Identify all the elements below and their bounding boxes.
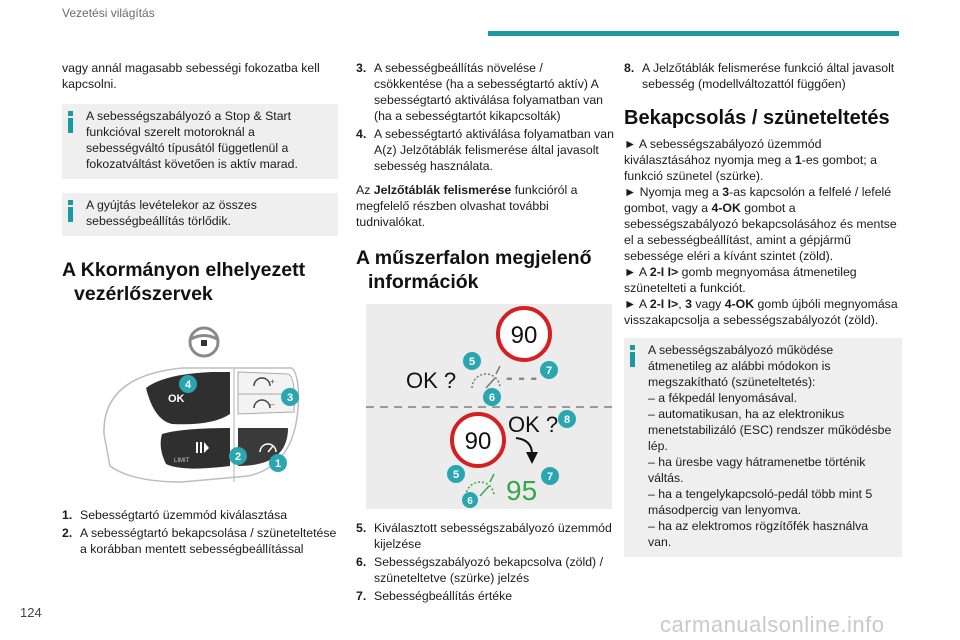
list-number: 8. — [624, 61, 635, 75]
list-text: Sebességbeállítás értéke — [374, 589, 513, 603]
heading-line: Bekapcsolás / szüneteltetés — [624, 107, 890, 129]
svg-text:6: 6 — [467, 496, 473, 507]
step-text: gomb újbóli megnyomása visszakapcsolja a sebességszabályozót (zöld). — [624, 297, 898, 327]
svg-text:5: 5 — [452, 469, 460, 481]
info-note-3 — [624, 338, 902, 557]
badge-2 — [229, 447, 247, 465]
speed-dashes: - - - — [506, 367, 538, 389]
header-rule — [488, 31, 899, 36]
badge-6-bottom-label — [462, 492, 478, 508]
info-note-2-text: A gyújtás levételekor az összes sebességbeállítás törlődik. — [86, 198, 257, 228]
list-text: A sebességtartó bekapcsolása / szüneteltetése a korábban mentett sebességbeállítással — [80, 526, 337, 556]
list-item — [356, 126, 614, 174]
speed-limit-sign-top — [498, 308, 550, 360]
steering-controls-illustration — [62, 316, 338, 501]
heading-line: vezérlőszervek — [74, 283, 213, 305]
step-bold: 3 — [722, 185, 730, 199]
speed-limit-sign-bottom — [452, 414, 504, 466]
info-note-1 — [62, 104, 338, 179]
list-number: 2. — [62, 526, 73, 540]
step-text: -es gombot; a funkció szünetel (szürke). — [624, 153, 877, 183]
step-text: gomb megnyomása átmenetileg szünetelteti a funkciót. — [624, 265, 857, 295]
step-text: ► Nyomja meg a — [624, 185, 723, 199]
reference-paragraph — [356, 182, 614, 230]
list-text: A Jelzőtáblák felismerése funkció által javasolt sebesség (modellváltozattól függően) — [642, 61, 895, 91]
svg-text:4: 4 — [184, 379, 192, 391]
header-title: Vezetési világítás — [62, 6, 155, 20]
column-1 — [62, 60, 338, 559]
note-item: – ha az elektromos rögzítőfék használva van. — [648, 519, 869, 549]
badge-8 — [558, 410, 576, 428]
info-note-2 — [62, 193, 338, 236]
info-icon — [68, 200, 73, 222]
svg-text:7: 7 — [546, 471, 554, 483]
list-item — [356, 520, 614, 552]
step-1 — [624, 136, 902, 184]
heading-line: A Kkormányon elhelyezett — [62, 259, 306, 281]
list-number: 7. — [356, 589, 367, 603]
svg-text:1: 1 — [274, 458, 282, 470]
list-number: 6. — [356, 555, 367, 569]
note-item: – a fékpedál lenyomásával. — [648, 391, 798, 405]
step-text: vagy — [691, 297, 725, 311]
step-text: gombot a sebességszabályozó bekapcsolásához és mentse el a sebességbeállítást, amint a gépjármű sebessége eléri a kívánt szintet (zöld). — [624, 201, 897, 263]
step-text: -as kapcsolón a felfelé / lefelé gombot, vagy a — [624, 185, 892, 215]
svg-text:5: 5 — [468, 356, 476, 368]
step-4 — [624, 296, 902, 328]
list-item — [62, 507, 338, 523]
badge-5-top — [463, 352, 481, 370]
list-text: A sebességbeállítás növelése / csökkentése (ha a sebességtartó aktív) A sebességtartó aktiválása folyamatban van (ha a sebességtartót kikapcsolták) — [374, 61, 603, 123]
svg-text:+: + — [270, 377, 275, 386]
set-speed-value: 95 — [506, 475, 538, 506]
badge-5-bottom — [447, 465, 465, 483]
heading-line: információk — [368, 271, 479, 293]
reference-text-bold: Jelzőtáblák felismerése — [373, 183, 512, 197]
list-item — [356, 60, 614, 124]
badge-3 — [281, 388, 299, 406]
step-bold: 2-I I> — [649, 297, 679, 311]
steering-wheel-icon — [190, 328, 218, 356]
badge-7-bottom — [541, 467, 559, 485]
badge-6-top — [483, 388, 501, 406]
svg-text:–: – — [270, 400, 275, 409]
step-text: ► A — [624, 297, 650, 311]
reference-text-pre: Az — [356, 183, 374, 197]
controls-list-continued — [356, 60, 614, 174]
svg-text:6: 6 — [488, 392, 496, 404]
section-heading-controls — [62, 258, 338, 306]
step-bold: 1 — [794, 153, 802, 167]
list-text: A sebességtartó aktiválása folyamatban van A(z) Jelzőtáblák felismerése által javasolt sebesség használata. — [374, 127, 614, 173]
svg-text:3: 3 — [286, 392, 294, 404]
step-bold: 4-OK — [711, 201, 741, 215]
info-icon — [68, 111, 73, 133]
display-items-list — [356, 520, 614, 604]
note-item: – automatikusan, ha az elektronikus menetstabilizáló (ESC) rendszer működésbe lép. — [648, 407, 892, 453]
ok-prompt-bottom: OK ? — [508, 412, 559, 437]
svg-text:90: 90 — [510, 322, 538, 349]
section-heading-activation — [624, 106, 902, 130]
controls-list — [62, 507, 338, 557]
step-bold: 3 — [685, 297, 692, 311]
column-3 — [624, 60, 902, 557]
list-text: Sebességszabályozó bekapcsolva (zöld) / szüneteltetve (szürke) jelzés — [374, 555, 603, 585]
list-number: 5. — [356, 521, 367, 535]
reference-text-post: funkcióról a megfelelő részben olvashat további tudnivalókat. — [356, 183, 578, 229]
badge-1 — [269, 454, 287, 472]
step-text: ► A sebességszabályozó üzemmód kiválasztásához nyomja meg a — [624, 137, 822, 167]
ok-label: OK — [168, 393, 185, 405]
svg-text:7: 7 — [545, 365, 553, 377]
section-heading-instrument — [356, 246, 614, 294]
step-text: , — [678, 297, 686, 311]
display-items-list-continued — [624, 60, 902, 92]
badge-7-top — [540, 361, 558, 379]
note-item: – ha üresbe vagy hátramenetbe történik váltás. — [648, 455, 866, 485]
note-item: – ha a tengelykapcsoló-pedál több mint 5 másodpercig van lenyomva. — [648, 487, 873, 517]
info-note-1-text: A sebességszabályozó a Stop & Start funkcióval szerelt motoroknál a sebességváltó típusától függetlenül a fokozatváltást követően is aktív marad. — [86, 109, 298, 171]
info-note-3-intro: A sebességszabályozó működése átmenetileg az alábbi módokon is megszakítható (szüneteltetés): — [648, 343, 834, 389]
list-number: 1. — [62, 508, 73, 522]
watermark: carmanualsonline.info — [660, 612, 885, 637]
list-item — [624, 60, 902, 92]
list-item — [62, 525, 338, 557]
instrument-display-illustration — [356, 304, 614, 512]
step-text: ► A — [624, 265, 650, 279]
limit-label: LIMIT — [174, 458, 190, 464]
badge-4 — [179, 375, 197, 393]
list-text: Sebességtartó üzemmód kiválasztása — [80, 508, 288, 522]
list-number: 3. — [356, 61, 367, 75]
step-2 — [624, 184, 902, 264]
list-item — [356, 588, 614, 604]
heading-line: A műszerfalon megjelenő — [356, 247, 592, 269]
list-number: 4. — [356, 127, 367, 141]
intro-text: vagy annál magasabb sebességi fokozatba kell kapcsolni. — [62, 61, 320, 91]
step-bold: 4-OK — [724, 297, 755, 311]
info-icon — [630, 345, 635, 367]
svg-text:90: 90 — [464, 428, 492, 455]
svg-text:8: 8 — [563, 414, 571, 426]
list-text: Kiválasztott sebességszabályozó üzemmód kijelzése — [374, 521, 612, 551]
page-number: 124 — [20, 605, 42, 620]
step-3 — [624, 264, 902, 296]
ok-prompt-top: OK ? — [406, 368, 457, 393]
step-bold: 2-I I> — [649, 265, 679, 279]
column-2 — [356, 60, 614, 606]
svg-text:2: 2 — [234, 451, 242, 463]
list-item — [356, 554, 614, 586]
